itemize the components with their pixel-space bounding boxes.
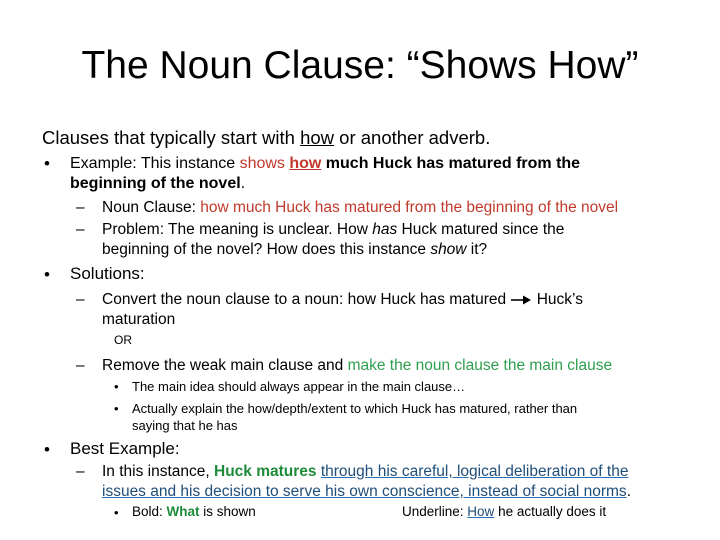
- key-what: What: [166, 504, 200, 519]
- example-shows: shows: [239, 155, 290, 172]
- dash: –: [76, 199, 85, 216]
- right-arrow-icon: [510, 294, 532, 306]
- intro-line: [42, 127, 490, 149]
- best-line-2: [102, 483, 631, 501]
- or-label: OR: [114, 333, 132, 347]
- key-underline-label: Underline:: [402, 504, 468, 519]
- best-underline-how: through his careful, logical deliberation of the: [320, 463, 629, 480]
- bullet: •: [114, 401, 119, 416]
- solution-2-green: make the noun clause the main clause: [347, 357, 613, 374]
- best-text: In this instance,: [102, 463, 215, 480]
- noun-clause-text: how much Huck has matured from the beginning of the novel: [200, 199, 619, 216]
- dash: –: [76, 463, 85, 480]
- intro-text-end: or another adverb.: [334, 127, 491, 148]
- bullet: •: [44, 440, 50, 459]
- problem-has: has: [372, 221, 398, 238]
- dash: –: [76, 357, 85, 374]
- bullet: •: [44, 265, 50, 284]
- note-1: The main idea should always appear in the main clause…: [132, 379, 466, 394]
- problem-text-b: Huck matured since the: [397, 221, 565, 238]
- key-bold-label: Bold:: [132, 504, 167, 519]
- solution-1-line-1: [102, 291, 583, 309]
- note-2-line-1: Actually explain the how/depth/extent to which Huck has matured, rather than: [132, 401, 578, 416]
- bullet: •: [44, 154, 50, 173]
- solution-1-result: Huck’s: [532, 291, 583, 308]
- problem-text-2: beginning of the novel? How does this instance: [102, 241, 431, 258]
- example-period: .: [240, 175, 246, 192]
- key-bold: [132, 504, 256, 519]
- key-does: he actually does it: [494, 504, 607, 519]
- example-line-1: [70, 155, 580, 173]
- problem-line-2: [102, 241, 487, 259]
- noun-clause-line: [102, 199, 618, 217]
- bullet: •: [114, 505, 119, 520]
- example-line-2: [70, 175, 245, 193]
- best-line-1: [102, 463, 628, 481]
- problem-text: Problem: The meaning is unclear. How: [102, 221, 373, 238]
- solution-1-line-2: maturation: [102, 311, 176, 328]
- solutions-label: Solutions:: [70, 264, 145, 283]
- best-example-label: Best Example:: [70, 439, 180, 458]
- best-period: .: [626, 483, 631, 500]
- key-shown: is shown: [199, 504, 256, 519]
- problem-line-1: [102, 221, 564, 239]
- key-how: How: [467, 504, 495, 519]
- problem-show: show: [430, 241, 467, 258]
- noun-clause-label: Noun Clause:: [102, 199, 201, 216]
- solution-2-line: [102, 357, 612, 375]
- example-how: how: [289, 155, 322, 172]
- example-rest-2: beginning of the novel: [70, 175, 241, 192]
- intro-how: how: [300, 127, 335, 148]
- example-label: Example: This instance: [70, 155, 240, 172]
- bullet: •: [114, 379, 119, 394]
- problem-text-2b: it?: [466, 241, 488, 258]
- solution-2-text: Remove the weak main clause and: [102, 357, 348, 374]
- key-underline: [402, 504, 606, 519]
- best-bold-what: Huck matures: [214, 463, 317, 480]
- dash: –: [76, 221, 85, 238]
- dash: –: [76, 291, 85, 308]
- slide-title: The Noun Clause: “Shows How”: [81, 44, 639, 87]
- example-rest: much Huck has matured from the: [321, 155, 581, 172]
- note-2-line-2: saying that he has: [132, 418, 238, 433]
- intro-text: Clauses that typically start with: [42, 127, 301, 148]
- best-underline-how-2: issues and his decision to serve his own conscience, instead of social norms: [102, 483, 627, 500]
- solution-1-text: Convert the noun clause to a noun: how Huck has matured: [102, 291, 511, 308]
